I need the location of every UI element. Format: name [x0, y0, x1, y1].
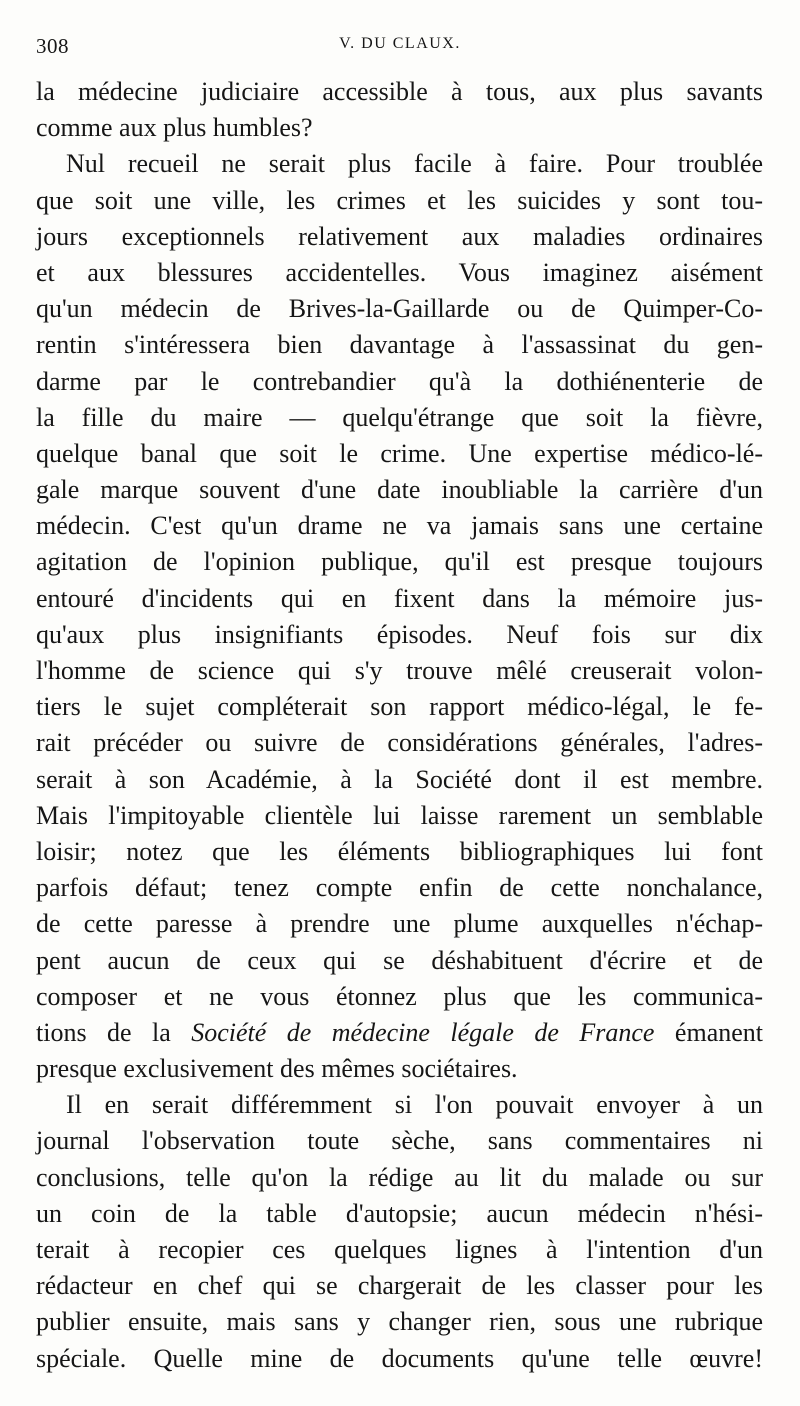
text-line: qu'aux plus insignifiants épisodes. Neuf fois sur dix	[36, 619, 763, 649]
text-line: la fille du maire — quelqu'étrange que soit la fièvre,	[36, 402, 763, 432]
text-line: de cette paresse à prendre une plume auxquelles n'échap-	[36, 909, 763, 939]
text-line: gale marque souvent d'une date inoubliable la carrière d'un	[36, 475, 763, 505]
page-number: 308	[36, 34, 69, 58]
text-line: l'homme de science qui s'y trouve mêlé creuserait volon-	[36, 656, 763, 685]
text-line: entouré d'incidents qui en fixent dans la mémoire jus-	[36, 583, 763, 613]
society-name: Société de médecine légale de France	[191, 1017, 655, 1047]
text-segment: tions de la	[36, 1017, 192, 1047]
text-line: quelque banal que soit le crime. Une expertise médico-lé-	[36, 438, 763, 468]
text-line: agitation de l'opinion publique, qu'il est presque toujours	[36, 547, 763, 577]
text-line: rentin s'intéressera bien davantage à l'assassinat du gen-	[36, 330, 763, 360]
running-head	[36, 34, 764, 64]
text-line: Mais l'impitoyable clientèle lui laisse rarement un semblable	[36, 800, 763, 830]
text-line: parfois défaut; tenez compte enfin de cette nonchalance,	[36, 873, 763, 903]
text-line: la médecine judiciaire accessible à tous, aux plus savants	[36, 77, 763, 106]
text-line: Il en serait différemment si l'on pouvait envoyer à un	[66, 1090, 763, 1120]
text-line: composer et ne vous étonnez plus que les communica-	[36, 981, 763, 1011]
body-text	[36, 74, 763, 1377]
text-line: conclusions, telle qu'on la rédige au lit du malade ou sur	[36, 1162, 763, 1192]
text-line: spéciale. Quelle mine de documents qu'une telle œuvre!	[36, 1343, 763, 1373]
text-line: médecin. C'est qu'un drame ne va jamais sans une certaine	[36, 511, 763, 541]
text-line: Nul recueil ne serait plus facile à faire. Pour troublée	[66, 149, 763, 179]
text-line-with-italic	[36, 1015, 763, 1051]
text-line: darme par le contrebandier qu'à la dothiénenterie de	[36, 366, 763, 396]
text-line: presque exclusivement des mêmes sociétaires.	[36, 1054, 518, 1084]
text-line: et aux blessures accidentelles. Vous imaginez aisément	[36, 257, 763, 287]
text-line: terait à recopier ces quelques lignes à l'intention d'un	[36, 1235, 763, 1264]
text-line: comme aux plus humbles?	[36, 113, 313, 143]
text-line: jours exceptionnels relativement aux maladies ordinaires	[36, 221, 763, 251]
text-line: loisir; notez que les éléments bibliographiques lui font	[36, 836, 763, 866]
text-line: que soit une ville, les crimes et les suicides y sont tou-	[36, 185, 763, 215]
text-segment: émanent	[654, 1017, 763, 1047]
text-line: tiers le sujet compléterait son rapport médico-légal, le fe-	[36, 692, 763, 722]
text-line: pent aucun de ceux qui se déshabituent d'écrire et de	[36, 945, 763, 975]
text-line: rait précéder ou suivre de considérations générales, l'adres-	[36, 728, 763, 758]
running-title: V. DU CLAUX.	[339, 35, 461, 52]
text-line: rédacteur en chef qui se chargerait de les classer pour les	[36, 1271, 763, 1301]
text-line: journal l'observation toute sèche, sans commentaires ni	[36, 1126, 763, 1156]
text-line: un coin de la table d'autopsie; aucun médecin n'hési-	[36, 1198, 763, 1228]
text-line: serait à son Académie, à la Société dont il est membre.	[36, 764, 763, 794]
text-line: publier ensuite, mais sans y changer rien, sous une rubrique	[36, 1307, 763, 1337]
text-line: qu'un médecin de Brives-la-Gaillarde ou de Quimper-Co-	[36, 294, 763, 324]
